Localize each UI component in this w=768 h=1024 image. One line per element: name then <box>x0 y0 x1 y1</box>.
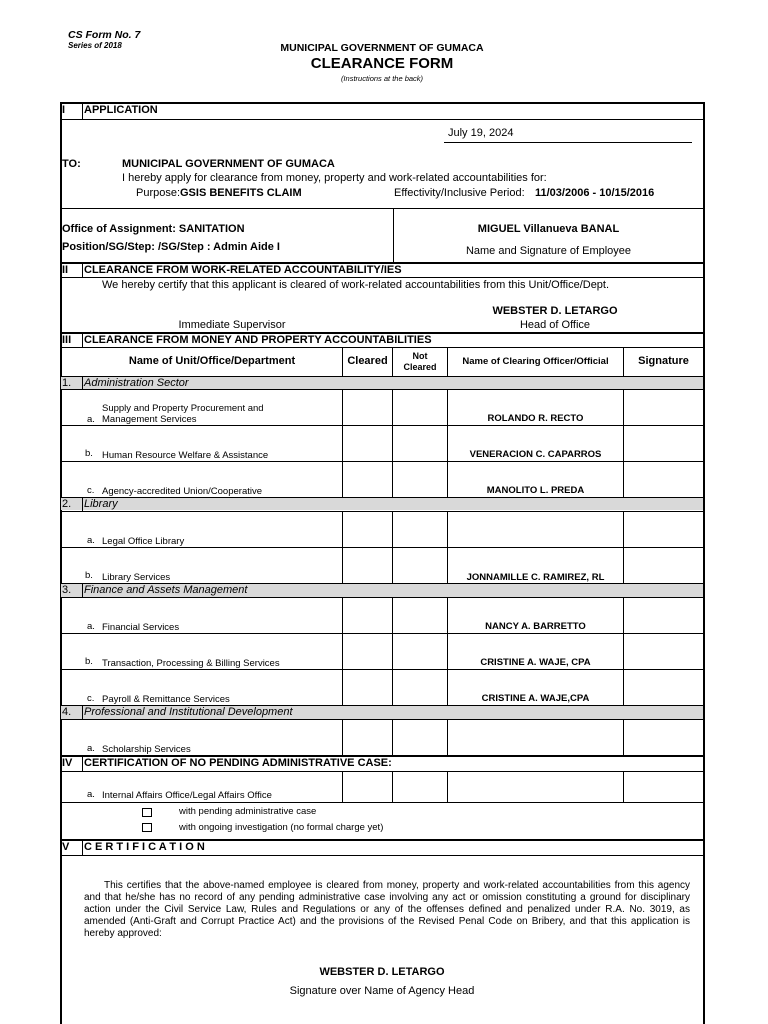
item-3c-officer: CRISTINE A. WAJE,CPA <box>481 693 590 704</box>
ongoing-investigation-checkbox[interactable] <box>142 823 152 832</box>
employee-signature-caption: Name and Signature of Employee <box>465 245 632 257</box>
government-name: MUNICIPAL GOVERNMENT OF GUMACA <box>280 42 484 54</box>
column-officer-header: Name of Clearing Officer/Official <box>462 356 609 367</box>
application-date: July 19, 2024 <box>448 127 514 139</box>
pending-case-checkbox[interactable] <box>142 808 152 817</box>
employee-name: MIGUEL Villanueva BANAL <box>477 223 620 235</box>
section3-title: CLEARANCE FROM MONEY AND PROPERTY ACCOUNTABILITIES <box>84 334 432 346</box>
item-1a-name: Management Services <box>102 414 197 425</box>
group1-name: Administration Sector <box>84 377 189 389</box>
item-4a-letter: a. <box>87 743 95 754</box>
item-2b-letter: b. <box>85 570 93 581</box>
item-4a-name: Scholarship Services <box>102 744 191 755</box>
internal-affairs-office: Internal Affairs Office/Legal Affairs Office <box>102 790 272 801</box>
item-3a-letter: a. <box>87 621 95 632</box>
group3-number: 3. <box>62 584 72 596</box>
addressee-name: MUNICIPAL GOVERNMENT OF GUMACA <box>122 158 335 170</box>
item-1b-name: Human Resource Welfare & Assistance <box>102 450 269 461</box>
head-of-office-name: WEBSTER D. LETARGO <box>492 305 618 317</box>
group4-number: 4. <box>62 706 72 718</box>
item-2a-name: Legal Office Library <box>102 536 185 547</box>
section1-number: I <box>62 104 66 116</box>
item-2b-name: Library Services <box>102 572 171 583</box>
item-3b-officer: CRISTINE A. WAJE, CPA <box>480 657 591 668</box>
section1-title: APPLICATION <box>84 104 158 116</box>
section2-title: CLEARANCE FROM WORK-RELATED ACCOUNTABILITY/IES <box>84 264 402 276</box>
item-1c-officer: MANOLITO L. PREDA <box>486 485 585 496</box>
item-3b-letter: b. <box>85 656 93 667</box>
request-statement: I hereby apply for clearance from money, property and work-related accountabilities for: <box>122 172 547 184</box>
item-3a-name: Financial Services <box>102 622 180 633</box>
work-clearance-statement: We hereby certify that this applicant is cleared of work-related accountabilities from this Unit/Office/Dept. <box>102 279 610 291</box>
pending-case-label: with pending administrative case <box>179 806 317 817</box>
section2-number: II <box>62 264 69 276</box>
section4-number: IV <box>62 757 73 769</box>
section3-number: III <box>62 334 72 346</box>
certification-paragraph: This certifies that the above-named employee is cleared from money, property and work-related accountabilities from this agency and that he/she has no record of any pending administrative case involving any act or omission constituting a ground for disciplinary action under the Civil Service Law, Rules and Regulations or any of the offenses defined and penalized under R.A. No. 3019, as amended (Anti-Graft and Corrupt Practice Act) and the provisions of the Revised Penal Code on Bribery, and that this application is hereby approved: <box>84 880 690 939</box>
group1-number: 1. <box>62 377 72 389</box>
ongoing-investigation-label: with ongoing investigation (no formal charge yet) <box>179 822 384 833</box>
item-1c-name: Agency-accredited Union/Cooperative <box>102 486 263 497</box>
item-2b-officer: JONNAMILLE C. RAMIREZ, RL <box>466 572 605 583</box>
agency-head-name: WEBSTER D. LETARGO <box>319 966 445 978</box>
period-value: 11/03/2006 - 10/15/2016 <box>535 187 655 199</box>
item-2a-letter: a. <box>87 535 95 546</box>
date-underline <box>444 142 692 143</box>
period-label: Effectivity/Inclusive Period: <box>394 187 525 199</box>
item-1b-officer: VENERACION C. CAPARROS <box>469 449 602 460</box>
item-3c-name: Payroll & Remittance Services <box>102 694 230 705</box>
section4-title: CERTIFICATION OF NO PENDING ADMINISTRATIVE CASE: <box>84 757 392 769</box>
group2-number: 2. <box>62 498 72 510</box>
purpose-label: Purpose: <box>136 187 181 199</box>
right-border <box>703 102 705 1024</box>
column-unit-header: Name of Unit/Office/Department <box>128 355 296 367</box>
internal-affairs-letter: a. <box>87 789 95 800</box>
supervisor-caption: Immediate Supervisor <box>178 319 286 331</box>
item-1a-officer: ROLANDO R. RECTO <box>487 413 584 424</box>
item-1a-letter: a. <box>87 414 95 425</box>
agency-head-caption: Signature over Name of Agency Head <box>289 985 475 997</box>
purpose-value: GSIS BENEFITS CLAIM <box>180 187 302 199</box>
column-cleared-header: Cleared <box>347 355 388 367</box>
item-1c-letter: c. <box>87 485 95 496</box>
instructions-note: (Instructions at the back) <box>340 74 424 83</box>
column-signature-header: Signature <box>638 355 689 367</box>
group2-name: Library <box>84 498 118 510</box>
column-not-cleared-header: Not Cleared <box>403 351 437 372</box>
section5-number: V <box>62 841 70 853</box>
item-1b-letter: b. <box>85 448 93 459</box>
item-3c-letter: c. <box>87 693 95 704</box>
office-assignment: Office of Assignment: SANITATION <box>62 223 245 235</box>
group4-name: Professional and Institutional Development <box>84 706 293 718</box>
head-of-office-caption: Head of Office <box>519 319 591 331</box>
form-title: CLEARANCE FORM <box>310 55 454 72</box>
form-series: Series of 2018 <box>68 41 122 50</box>
group3-name: Finance and Assets Management <box>84 584 248 596</box>
item-3a-officer: NANCY A. BARRETTO <box>485 621 586 632</box>
section5-title: C E R T I F I C A T I O N <box>84 841 205 853</box>
to-label: TO: <box>62 158 81 170</box>
form-number: CS Form No. 7 <box>68 29 141 41</box>
position-info: Position/SG/Step: /SG/Step : Admin Aide I <box>62 241 280 253</box>
item-3b-name: Transaction, Processing & Billing Services <box>102 658 280 669</box>
